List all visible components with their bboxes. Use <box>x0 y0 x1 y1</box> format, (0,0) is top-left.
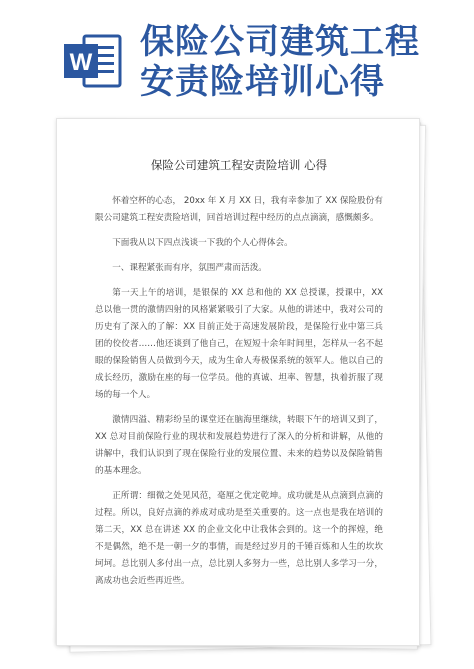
paragraph: 第一天上午的培训，是银保的 XX 总和他的 XX 总授课，授课中，XX 总以他一贯的激情四射的风格紧紧吸引了大家。从他的讲述中，我对公司的历史有了深入的了解：XX 目前正处于高速发展阶段，是保险行业中第三兵团的佼佼者……他还谈到了他自己，在短短十余年时间里，怎样从一名不起眼的保险销售人员做到今天，成为生命人寿极保系统的领军人。他以自己的成长经历，激励在座的每一位学员。他的真诚、坦率、智慧，执着折服了现场的每一个人。 <box>95 288 383 400</box>
page-title-line1: 保险公司建筑工程 <box>140 22 420 62</box>
paragraph: 正所谓：细微之处见风范，毫厘之优定乾坤。成功就是从点滴到点滴的过程。所以，良好点滴的养成对成功是至关重要的。这一点也是我在培训的第二天，XX 总在讲述 XX 的企业文化中让我体会到的。这一个的挥煌，绝不是偶然，绝不是一朝一夕的事情，而是经过岁月的千锤百炼和人生的坎坎坷坷。总比别人多付出一点，总比别人多努力一些，总比别人多学习一分，离成功也会近些再近些。 <box>95 491 383 586</box>
paragraph: 一、课程紧张而有序，氛围严肃而活泼。 <box>112 263 267 273</box>
document-title: 保险公司建筑工程安责险培训 心得 <box>150 158 328 172</box>
word-logo-letter: W <box>69 49 93 76</box>
paragraph: 下面我从以下四点浅谈一下我的个人心得体会。 <box>112 238 293 248</box>
paragraph: 怀着空杯的心态， 20xx 年 X 月 XX 日，我有幸参加了 XX 保险股份有限公司建筑工程安责险培训，回首培训过程中经历的点点滴滴，感慨颇多。 <box>95 196 383 223</box>
page-title-line2: 安责险培训心得 <box>140 62 385 102</box>
document-page <box>56 118 420 646</box>
paragraph: 激情四溢、精彩纷呈的课堂还在脑海里继续，转眼下午的培训又到了，XX 总对目前保险行业的现状和发展趋势进行了深入的分析和讲解，从他的讲解中，我们认识到了现在保险行业的发展位置、未来的趋势以及保险销售的基本理念。 <box>95 415 383 476</box>
